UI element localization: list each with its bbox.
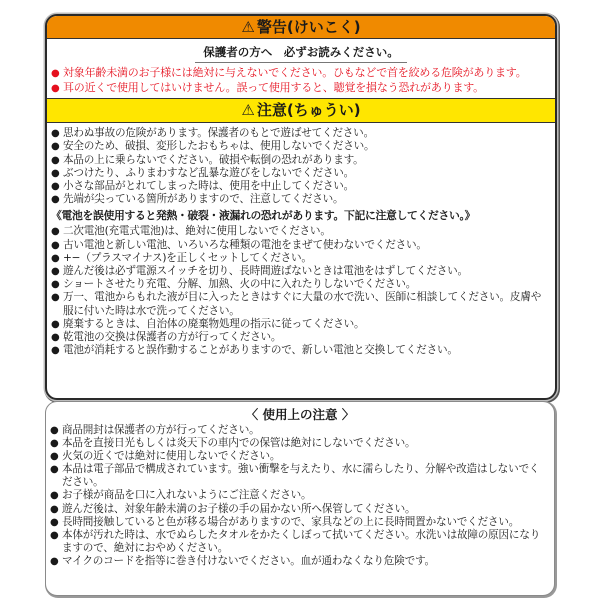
usage-list — [46, 424, 554, 568]
caution-item: ● 先端が尖っている箇所がありますので、注意してください。 — [51, 193, 549, 206]
caution-triangle-icon: ⚠ — [241, 101, 255, 120]
usage-notes-title: 〈 使用上の注意 〉 — [245, 407, 355, 422]
caution-item: ● 思わぬ事故の危険があります。保護者のもとで遊ばせてください。 — [51, 127, 549, 140]
battery-item: ● 乾電池の交換は保護者の方が行ってください。 — [51, 331, 549, 344]
warning-item: ● 耳の近くで使用してはいけません。誤って使用すると、聴覚を損なう恐れがあります。 — [51, 81, 549, 96]
warning-list — [47, 66, 555, 98]
usage-item: ● 本品を直接日光もしくは炎天下の車内での保管は絶対にしないでください。 — [50, 437, 548, 450]
battery-warning-heading: 《電池を誤使用すると発熱・破裂・液漏れの恐れがあります。下記に注意してください。》 — [51, 209, 476, 223]
battery-item: ● ショートさせたり充電、分解、加熱、火の中に入れたりしないでください。 — [51, 278, 549, 291]
caution-list — [47, 123, 555, 206]
battery-item: ● 二次電池(充電式電池)は、絶対に使用しないでください。 — [51, 225, 549, 238]
usage-item: ● 火気の近くでは絶対に使用しないでください。 — [50, 450, 548, 463]
battery-item: ● 電池が消耗すると誤作動することがありますので、新しい電池と交換してください。 — [51, 344, 549, 357]
guardian-notice-text: 保護者の方へ 必ずお読みください。 — [195, 44, 407, 63]
battery-item: ● 万一、電池からもれた液が目に入ったときはすぐに大量の水で洗い、医師に相談してください。皮膚や服に付いた時は水で洗ってください。 — [51, 291, 549, 317]
caution-title: 注意(ちゅうい) — [256, 101, 361, 120]
usage-item: ● 本体が汚れた時は、水でぬらしたタオルをかたくしぼって拭いてください。水洗いは故障の原因になりますので、絶対におやめください。 — [50, 529, 548, 555]
usage-notes-panel — [45, 401, 555, 596]
warning-triangle-icon: ⚠ — [241, 18, 255, 36]
warning-item: ● 対象年齢未満のお子様には絶対に与えないでください。ひもなどで首を絞める危険があります。 — [51, 66, 549, 81]
battery-item: ● +−（プラスマイナス)を正しくセットしてください。 — [51, 252, 549, 265]
caution-item: ● 安全のため、破損、変形したおもちゃは、使用しないでください。 — [51, 140, 549, 153]
battery-item: ● 遊んだ後は必ず電源スイッチを切り、長時間遊ばないときは電池をはずしてください。 — [51, 265, 549, 278]
battery-item: ● 古い電池と新しい電池、いろいろな種類の電池をまぜて使わないでください。 — [51, 239, 549, 252]
usage-item: ● 本品は電子部品で構成されています。強い衝撃を与えたり、水に濡らしたり、分解や改造はしないでください。 — [50, 463, 548, 489]
guardian-notice — [47, 44, 555, 63]
usage-item: ● マイクのコードを指等に巻き付けないでください。血が通わなくなり危険です。 — [50, 555, 548, 568]
usage-item: ● お子様が商品を口に入れないようにご注意ください。 — [50, 489, 548, 502]
usage-item: ● 長時間接触していると色が移る場合がありますので、家具などの上に長時間置かないでください。 — [50, 516, 548, 529]
usage-item: ● 商品開封は保護者の方が行ってください。 — [50, 424, 548, 437]
battery-list — [47, 225, 555, 357]
battery-item: ● 廃棄するときは、自治体の廃棄物処理の指示に従ってください。 — [51, 318, 549, 331]
warning-header — [47, 16, 555, 39]
caution-item: ● 本品の上に乗らないでください。破損や転倒の恐れがあります。 — [51, 154, 549, 167]
caution-header — [47, 98, 555, 123]
caution-item: ● ぶつけたり、ふりまわすなど乱暴な遊びをしないでください。 — [51, 167, 549, 180]
usage-item: ● 遊んだ後は、対象年齢未満のお子様の手の届かない所へ保管してください。 — [50, 503, 548, 516]
warning-title: 警告(けいこく) — [256, 18, 361, 36]
caution-item: ● 小さな部品がとれてしまった時は、使用を中止してください。 — [51, 180, 549, 193]
warning-caution-panel — [45, 14, 557, 400]
